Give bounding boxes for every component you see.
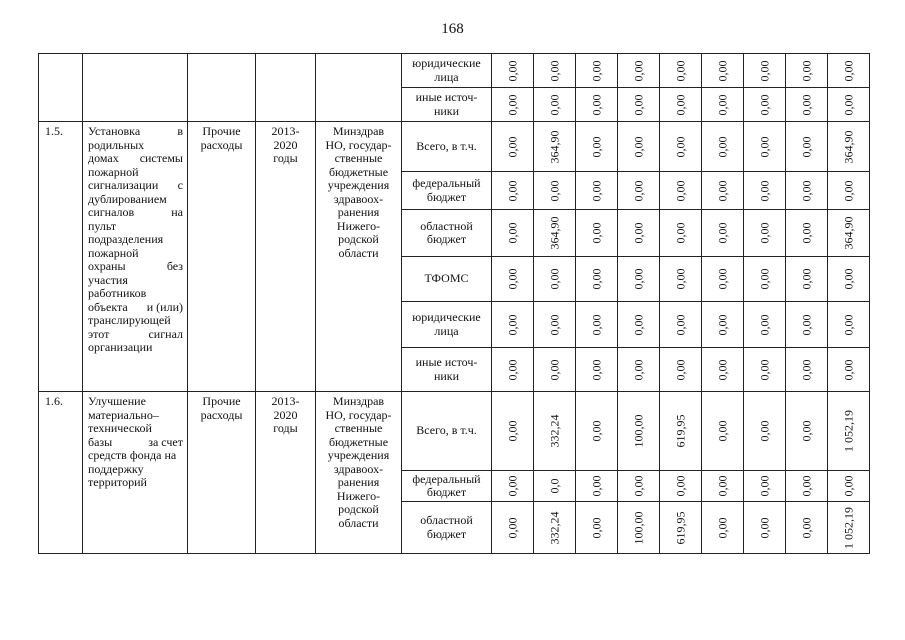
table-row — [39, 54, 870, 88]
name-word: Установка — [88, 124, 141, 138]
value-text: 0,00 — [840, 314, 855, 335]
value-text: 0,00 — [588, 517, 603, 538]
name-line: Улучшение — [88, 394, 146, 408]
table-row — [39, 122, 870, 172]
exec-line: Минздрав — [332, 124, 385, 138]
value-cell — [576, 392, 618, 471]
exec-line: ранения — [337, 205, 380, 219]
name-line — [88, 179, 183, 193]
value-text: 0,00 — [714, 420, 729, 442]
value-text: 0,00 — [546, 359, 561, 380]
item-name — [83, 54, 188, 122]
value-cell — [744, 122, 786, 172]
exec-line: здравоох- — [333, 191, 384, 206]
value-text: 0,00 — [588, 180, 603, 201]
value-text: 0,00 — [588, 475, 603, 497]
value-cell — [744, 172, 786, 210]
value-cell — [492, 210, 534, 257]
value-text: 0,00 — [630, 180, 645, 201]
value-text: 0,00 — [798, 475, 813, 497]
value-cell — [618, 392, 660, 471]
value-cell — [576, 210, 618, 257]
value-cell — [660, 122, 702, 172]
funding-source: юридические лица — [402, 302, 492, 348]
value-cell — [576, 172, 618, 210]
value-cell — [702, 471, 744, 502]
value-text: 0,00 — [504, 475, 519, 497]
name-word: системы — [139, 151, 183, 165]
value-text: 0,00 — [546, 60, 561, 81]
exec-line: Нижего- — [336, 218, 381, 233]
value-cell — [660, 392, 702, 471]
value-cell — [786, 471, 828, 502]
value-cell — [660, 257, 702, 302]
value-cell — [702, 257, 744, 302]
value-cell — [492, 172, 534, 210]
exec-line: области — [338, 245, 379, 260]
value-cell — [702, 502, 744, 554]
value-text: 0,00 — [630, 475, 645, 497]
value-text: 0,00 — [630, 314, 645, 335]
value-cell — [744, 392, 786, 471]
value-cell — [828, 392, 870, 471]
value-text: 332,24 — [546, 511, 561, 544]
value-text: 0,00 — [840, 268, 855, 290]
name-word: сигнализации — [88, 178, 159, 192]
value-text: 0,00 — [588, 359, 603, 380]
value-text: 0,00 — [840, 180, 855, 201]
value-text: 0,00 — [630, 94, 645, 115]
funding-source: иные источ-ники — [402, 348, 492, 392]
years-line: 2013- — [271, 124, 300, 138]
value-text: 0,00 — [714, 222, 729, 244]
value-text: 0,00 — [504, 314, 519, 335]
funding-source: Всего, в т.ч. — [402, 392, 492, 471]
name-line: технической — [88, 421, 152, 435]
value-text: 0,00 — [756, 180, 771, 201]
value-cell — [660, 302, 702, 348]
value-cell — [492, 471, 534, 502]
value-cell — [618, 502, 660, 554]
name-word: домах — [88, 151, 119, 165]
years-line: 2013- — [271, 394, 300, 408]
value-cell — [534, 348, 576, 392]
value-cell — [702, 54, 744, 88]
value-cell — [534, 502, 576, 554]
value-text: 0,00 — [588, 94, 603, 115]
funding-source: юридические лица — [402, 54, 492, 88]
value-cell — [786, 348, 828, 392]
years — [256, 54, 316, 122]
funding-source: Всего, в т.ч. — [402, 122, 492, 172]
name-word: сигнал — [148, 326, 183, 341]
value-cell — [618, 54, 660, 88]
value-cell — [786, 502, 828, 554]
value-cell — [492, 348, 534, 392]
name-line: дублированием — [88, 191, 167, 206]
value-cell — [534, 122, 576, 172]
exec-line: здравоох- — [333, 461, 384, 476]
value-text: 0,00 — [756, 314, 771, 335]
exec-line: бюджетные — [328, 164, 389, 179]
years-line: годы — [273, 151, 298, 165]
value-cell — [786, 210, 828, 257]
value-text: 0,00 — [756, 268, 771, 290]
value-cell — [534, 54, 576, 88]
value-cell — [786, 172, 828, 210]
value-cell — [492, 392, 534, 471]
years — [256, 122, 316, 392]
value-cell — [576, 54, 618, 88]
exec-line: Минздрав — [332, 394, 385, 408]
value-cell — [660, 54, 702, 88]
value-text: 0,00 — [672, 94, 687, 115]
page-number: 168 — [441, 21, 464, 37]
value-cell — [492, 88, 534, 122]
value-text: 0,00 — [798, 359, 813, 380]
years — [256, 392, 316, 554]
exec-line: бюджетные — [328, 434, 389, 449]
value-cell — [576, 502, 618, 554]
value-text: 0,00 — [756, 94, 771, 115]
name-line: подразделения — [88, 232, 164, 246]
value-cell — [618, 257, 660, 302]
value-cell — [786, 392, 828, 471]
name-word: объекта — [88, 299, 128, 314]
value-cell — [786, 88, 828, 122]
name-word: с — [177, 178, 183, 192]
name-line — [88, 328, 183, 342]
value-cell — [828, 502, 870, 554]
exec-line: Нижего- — [336, 488, 381, 503]
expense-type — [188, 54, 256, 122]
name-word: в — [177, 124, 183, 138]
value-text: 0,00 — [756, 359, 771, 380]
value-text: 0,00 — [504, 420, 519, 442]
exec-line: ственные — [334, 151, 383, 165]
type-line: Прочие — [202, 394, 241, 408]
value-cell — [828, 471, 870, 502]
value-text: 0,00 — [630, 268, 645, 290]
value-text: 0,00 — [798, 517, 813, 538]
name-line: материально– — [88, 407, 159, 422]
name-line — [88, 301, 183, 315]
value-text: 0,00 — [798, 136, 813, 157]
value-text: 364,90 — [546, 130, 561, 163]
name-line: пожарной — [88, 245, 139, 260]
value-text: 0,00 — [672, 136, 687, 157]
value-cell — [660, 210, 702, 257]
value-text: 0,00 — [504, 60, 519, 81]
value-cell — [702, 302, 744, 348]
value-cell — [618, 348, 660, 392]
value-text: 332,24 — [546, 414, 561, 448]
value-cell — [828, 172, 870, 210]
value-text: 0,00 — [504, 136, 519, 157]
exec-line: НО, государ- — [325, 137, 392, 152]
value-text: 0,00 — [588, 268, 603, 290]
value-text: 0,00 — [714, 517, 729, 538]
value-text: 619,95 — [672, 511, 687, 544]
name-line — [88, 260, 183, 274]
name-word: и (или) — [146, 299, 183, 314]
value-text: 0,00 — [798, 314, 813, 335]
expense-type — [188, 392, 256, 554]
executor — [316, 392, 402, 554]
years-line: 2020 — [273, 407, 298, 422]
funding-source: федеральный бюджет — [402, 172, 492, 210]
value-cell — [660, 172, 702, 210]
exec-line: области — [338, 515, 379, 530]
value-cell — [828, 88, 870, 122]
name-line — [88, 152, 183, 166]
value-text: 0,00 — [714, 268, 729, 290]
value-cell — [534, 88, 576, 122]
value-text: 0,00 — [756, 517, 771, 538]
value-text: 0,00 — [672, 268, 687, 290]
value-cell — [492, 257, 534, 302]
name-line: пульт — [88, 218, 117, 233]
value-cell — [702, 122, 744, 172]
value-text: 0,00 — [504, 94, 519, 115]
value-text: 0,00 — [714, 475, 729, 497]
value-text: 0,00 — [546, 268, 561, 290]
value-cell — [534, 392, 576, 471]
name-word: сигналов — [88, 205, 135, 219]
value-text: 0,00 — [588, 60, 603, 81]
item-name — [83, 122, 188, 392]
value-cell — [660, 471, 702, 502]
value-cell — [786, 302, 828, 348]
value-text: 0,00 — [798, 94, 813, 115]
value-text: 0,00 — [840, 475, 855, 497]
name-word: этот — [88, 326, 110, 341]
value-text: 0,00 — [588, 314, 603, 335]
item-name — [83, 392, 188, 554]
value-cell — [744, 348, 786, 392]
value-text: 0,00 — [504, 359, 519, 380]
value-cell — [702, 210, 744, 257]
type-line: Прочие — [202, 124, 241, 138]
name-word: базы — [88, 434, 113, 449]
value-cell — [492, 122, 534, 172]
value-cell — [702, 172, 744, 210]
executor — [316, 122, 402, 392]
name-line: участия — [88, 272, 128, 287]
value-text: 0,00 — [798, 222, 813, 244]
value-cell — [618, 88, 660, 122]
value-cell — [828, 54, 870, 88]
program-table — [38, 53, 870, 554]
exec-line: ранения — [337, 475, 380, 489]
value-text: 0,00 — [798, 268, 813, 290]
name-line — [88, 125, 183, 139]
name-word: без — [166, 259, 183, 273]
value-text: 0,00 — [630, 222, 645, 244]
value-text: 0,00 — [504, 517, 519, 538]
value-cell — [576, 88, 618, 122]
value-cell — [828, 122, 870, 172]
value-cell — [492, 54, 534, 88]
value-cell — [534, 210, 576, 257]
table-row — [39, 392, 870, 471]
value-text: 0,00 — [798, 420, 813, 442]
value-text: 0,00 — [546, 180, 561, 201]
value-text: 0,00 — [630, 60, 645, 81]
value-cell — [618, 122, 660, 172]
value-cell — [576, 122, 618, 172]
value-cell — [660, 88, 702, 122]
name-line: пожарной — [88, 164, 139, 179]
value-text: 0,00 — [672, 475, 687, 497]
exec-line: родской — [338, 232, 379, 246]
type-line: расходы — [200, 137, 243, 152]
value-cell — [534, 172, 576, 210]
item-number: 1.6. — [39, 392, 83, 554]
value-cell — [492, 502, 534, 554]
value-text: 0,00 — [756, 222, 771, 244]
exec-line: НО, государ- — [325, 407, 392, 422]
name-line: родильных — [88, 137, 145, 152]
value-text: 0,00 — [672, 222, 687, 244]
exec-line: учреждения — [327, 178, 390, 192]
value-text: 0,00 — [756, 136, 771, 157]
value-text: 0,00 — [798, 60, 813, 81]
value-text: 0,00 — [672, 180, 687, 201]
value-text: 0,00 — [546, 314, 561, 335]
value-cell — [744, 471, 786, 502]
name-line: средств фонда на — [88, 448, 177, 462]
type-line: расходы — [200, 407, 243, 422]
value-cell — [534, 302, 576, 348]
value-cell — [576, 302, 618, 348]
name-line: поддержку — [88, 461, 144, 476]
exec-line: родской — [338, 502, 379, 516]
exec-line: учреждения — [327, 448, 390, 462]
value-text: 0,00 — [630, 359, 645, 380]
value-text: 0,00 — [840, 60, 855, 81]
value-cell — [786, 257, 828, 302]
name-line — [88, 206, 183, 220]
item-number: 1.5. — [39, 122, 83, 392]
value-text: 0,00 — [504, 180, 519, 201]
executor — [316, 54, 402, 122]
value-text: 0,00 — [714, 136, 729, 157]
value-text: 0,00 — [714, 94, 729, 115]
value-cell — [744, 502, 786, 554]
value-text: 0,00 — [672, 60, 687, 81]
funding-source: областной бюджет — [402, 210, 492, 257]
years-line: годы — [273, 421, 298, 435]
value-cell — [828, 257, 870, 302]
value-text: 0,00 — [798, 180, 813, 201]
value-cell — [744, 54, 786, 88]
name-line: работников — [88, 286, 147, 300]
funding-source: областной бюджет — [402, 502, 492, 554]
value-text: 1 052,19 — [840, 410, 855, 452]
value-cell — [702, 88, 744, 122]
value-text: 0,00 — [840, 94, 855, 115]
value-text: 0,00 — [672, 359, 687, 380]
value-text: 364,90 — [546, 216, 561, 250]
value-text: 0,00 — [714, 314, 729, 335]
value-text: 364,90 — [840, 130, 855, 163]
value-cell — [744, 257, 786, 302]
expense-type — [188, 122, 256, 392]
value-cell — [576, 348, 618, 392]
value-cell — [660, 502, 702, 554]
value-cell — [702, 392, 744, 471]
value-cell — [618, 172, 660, 210]
value-cell — [702, 348, 744, 392]
funding-source: федеральный бюджет — [402, 471, 492, 502]
exec-line: ственные — [334, 421, 383, 435]
name-word: на — [171, 205, 183, 219]
value-cell — [618, 302, 660, 348]
years-line: 2020 — [273, 137, 298, 152]
value-text: 0,00 — [588, 136, 603, 157]
value-text: 0,00 — [756, 475, 771, 497]
value-cell — [534, 471, 576, 502]
value-text: 0,00 — [840, 359, 855, 380]
value-cell — [828, 348, 870, 392]
item-number — [39, 54, 83, 122]
value-cell — [576, 471, 618, 502]
value-cell — [744, 210, 786, 257]
value-text: 0,00 — [546, 94, 561, 115]
value-text: 0,00 — [504, 268, 519, 290]
value-cell — [744, 302, 786, 348]
value-cell — [576, 257, 618, 302]
value-text: 0,00 — [588, 420, 603, 442]
value-cell — [534, 257, 576, 302]
value-text: 0,00 — [672, 314, 687, 335]
name-line — [88, 436, 183, 450]
funding-source: ТФОМС — [402, 257, 492, 302]
value-text: 0,00 — [630, 136, 645, 157]
value-cell — [828, 302, 870, 348]
value-text: 364,90 — [840, 216, 855, 250]
value-text: 1 052,19 — [840, 506, 855, 549]
value-cell — [660, 348, 702, 392]
value-text: 619,95 — [672, 414, 687, 448]
value-text: 0,0 — [546, 478, 561, 494]
value-text: 0,00 — [714, 60, 729, 81]
value-cell — [744, 88, 786, 122]
name-word: за счет — [148, 434, 183, 449]
value-text: 0,00 — [756, 420, 771, 442]
value-cell — [492, 302, 534, 348]
name-line: транслирующей — [88, 313, 171, 327]
value-cell — [786, 122, 828, 172]
value-cell — [828, 210, 870, 257]
value-cell — [618, 210, 660, 257]
value-text: 0,00 — [714, 180, 729, 201]
value-cell — [618, 471, 660, 502]
value-text: 0,00 — [504, 222, 519, 244]
name-line: организации — [88, 340, 153, 354]
value-text: 0,00 — [756, 60, 771, 81]
value-text: 100,00 — [630, 414, 645, 448]
value-text: 0,00 — [714, 359, 729, 380]
value-text: 0,00 — [588, 222, 603, 244]
value-cell — [786, 54, 828, 88]
name-word: охраны — [88, 259, 126, 273]
value-text: 100,00 — [630, 511, 645, 544]
name-line: территорий — [88, 475, 147, 489]
funding-source: иные источ-ники — [402, 88, 492, 122]
